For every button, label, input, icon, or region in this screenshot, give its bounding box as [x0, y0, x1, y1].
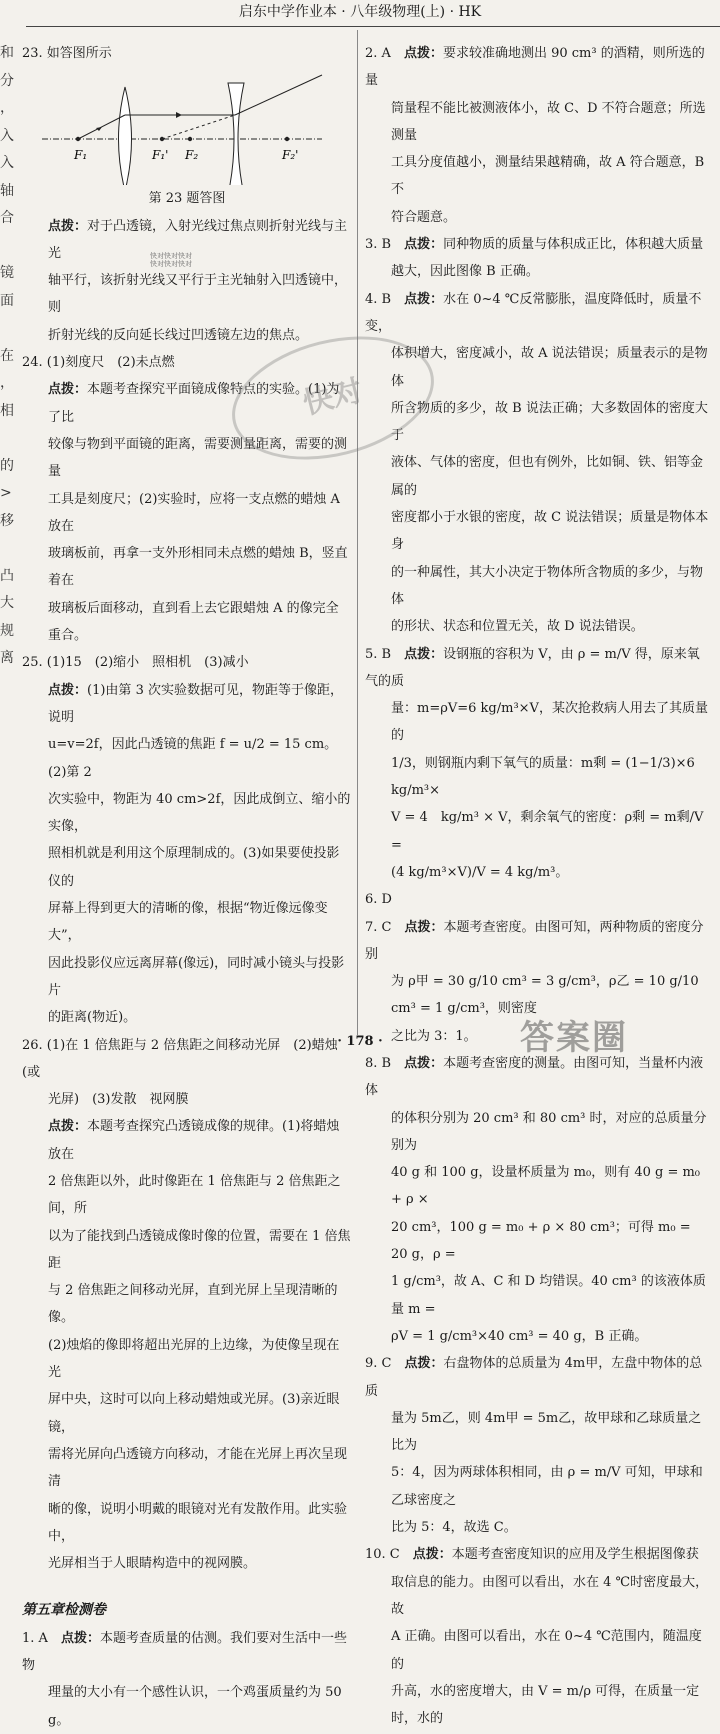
text-line: 重合。 [48, 628, 88, 644]
text-line: 理量的大小有一个感性认识，一个鸡蛋质量约为 50 g。 [48, 1685, 342, 1728]
text-line: 25. (1)15 (2)缩小 照相机 (3)减小 [22, 655, 249, 671]
hint-text: 本题考查密度知识的应用及学生根据图像获 [451, 1547, 699, 1563]
margin-fragment: 入 [0, 155, 14, 171]
text-line: 光屏) (3)发散 视网膜 [48, 1092, 189, 1108]
hint-text: 右盘物体的总质量为 4m甲，左盘中物体的总质 [365, 1356, 703, 1399]
answer-text: 5. B [365, 646, 405, 662]
hint-text: 水在 0~4 ℃反常膨胀，温度降低时，质量不变， [365, 291, 702, 334]
margin-fragment: 相 [0, 402, 14, 419]
small-watermark-text: 快对快对快对 快对快对快对 [150, 252, 192, 268]
text-line: 筒量程不能比被测液体小，故 C、D 不符合题意；所选测量 [391, 100, 706, 143]
answer-text: 2. A [365, 46, 404, 61]
hint-keyword: 点拨： [48, 682, 88, 698]
text-line [365, 1050, 710, 1105]
margin-fragment [0, 315, 18, 343]
margin-fragment: 离 [0, 650, 14, 666]
text-line: 1/3，则钢瓶内剩下氧气的质量：m剩 = (1−1/3)×6 kg/m³× [391, 755, 695, 799]
hint-keyword: 点拨： [404, 919, 444, 935]
hint-text: 本题考查探究平面镜成像特点的实验。(1)为了比 [48, 382, 340, 425]
right-column [365, 40, 710, 1732]
margin-fragment: 合 [0, 210, 14, 226]
margin-fragment [0, 233, 18, 261]
margin-fragment: 的 [0, 457, 14, 474]
section-gap [22, 1577, 352, 1591]
left-margin-fragments [0, 40, 18, 673]
header-title: 启东中学作业本 · 八年级物理(上) · HK [238, 4, 482, 20]
hint-keyword: 点拨： [404, 291, 444, 307]
hint-keyword: 点拨： [404, 646, 444, 662]
text-line [22, 1113, 352, 1168]
text-line: 的形状、状态和位置无关，故 D 说法错误。 [391, 619, 644, 635]
margin-fragment: 镜 [0, 265, 14, 281]
text-line: 符合题意。 [391, 209, 457, 225]
margin-fragment: > [0, 485, 12, 501]
answer-text: 9. C [365, 1356, 405, 1372]
text-line: 1 g/cm³，故 A、C 和 D 均错误。40 cm³ 的该液体质量 m = [391, 1274, 706, 1317]
text-line: V = 4 kg/m³ × V，剩余氧气的密度：ρ剩 = m剩/V = [391, 810, 704, 853]
hint-keyword: 点拨： [403, 46, 443, 61]
hint-text: 本题考查质量的估测。我们要对生活中一些物 [22, 1630, 347, 1674]
column-divider [357, 30, 358, 1035]
text-line: 玻璃板后面移动，直到看上去它跟蜡烛 A 的像完全 [48, 600, 339, 616]
text-line: u=v=2f，因此凸透镜的焦距 f = u/2 = 15 cm。(2)第 2 [48, 737, 338, 780]
focus-label-f2: F₂ [185, 148, 199, 163]
text-line: 屏中央，这时可以向上移动蜡烛或光屏。(3)亲近眼镜， [48, 1392, 340, 1435]
corner-watermark: 答案圈 [520, 1018, 628, 1058]
figure-caption: 第 23 题答图 [148, 191, 226, 207]
text-line: ρV = 1 g/cm³×40 cm³ = 40 g，B 正确。 [391, 1328, 648, 1344]
text-line: 次实验中，物距为 40 cm>2f，因此成倒立、缩小的实像， [48, 791, 351, 835]
margin-fragment: 移 [0, 512, 14, 529]
text-line: 取信息的能力。由图可以看出，水在 4 ℃时密度最大，故 [391, 1574, 709, 1617]
margin-fragment: 凸 [0, 567, 14, 584]
text-line [22, 677, 352, 732]
text-line: 量为 5m乙，则 4m甲 = 5m乙，故甲球和乙球质量之比为 [391, 1410, 702, 1454]
text-line: 需将光屏向凸透镜方向移动，才能在光屏上再次呈现清 [48, 1446, 348, 1490]
text-line [365, 641, 710, 696]
text-line: 屏幕上得到更大的清晰的像，根据“物近像远像变大”， [48, 901, 328, 944]
text-line: 液体、气体的密度，但也有例外，比如铜、铁、铝等金属的 [391, 455, 704, 498]
text-line: 以为了能找到凸透镜成像时像的位置，需要在 1 倍焦距 [48, 1228, 351, 1271]
text-line: 体积增大，密度减小，故 A 说法错误；质量表示的是物体 [391, 346, 708, 389]
header-rule [26, 26, 720, 27]
text-line: 较像与物到平面镜的距离，需要测量距离，需要的测量 [48, 436, 348, 480]
answer-text: 7. C [365, 919, 405, 935]
left-column [22, 40, 352, 1734]
hint-keyword: 点拨： [48, 382, 88, 398]
text-line: 轴平行，该折射光线又平行于主光轴射入凹透镜中，则 [48, 273, 348, 316]
margin-fragment: 规 [0, 622, 14, 639]
text-line: 2 倍焦距以外，此时像距在 1 倍焦距与 2 倍焦距之间，所 [48, 1173, 341, 1217]
text-line: 折射光线的反向延长线过凹透镜左边的焦点。 [48, 327, 309, 343]
text-line: 为 ρ甲 = 30 g/10 cm³ = 3 g/cm³，ρ乙 = 10 g/10 cm³ = 1 g/cm³，则密度 [391, 974, 699, 1017]
hint-keyword: 点拨： [48, 218, 88, 234]
text-line: 越大，因此图像 B 正确。 [391, 264, 539, 280]
margin-fragment: 轴 [0, 182, 14, 199]
text-line: 23. 如答图所示 [22, 46, 112, 61]
lens-ray-diagram [22, 67, 352, 185]
hint-keyword: 点拨： [404, 1055, 444, 1071]
text-line: 晰的像，说明小明戴的眼镜对光有发散作用。此实验中， [48, 1501, 348, 1544]
text-line: 26. (1)在 1 倍焦距与 2 倍焦距之间移动光屏 (2)蜡烛(或 [22, 1037, 338, 1080]
text-line: 比为 5：4，故选 C。 [391, 1520, 517, 1536]
margin-fragment: 和 [0, 45, 14, 61]
answer-text: 1. A [22, 1630, 61, 1646]
text-line [22, 1625, 352, 1680]
margin-fragment: 大 [0, 595, 14, 611]
answer-text: 10. C [365, 1547, 413, 1563]
text-line: 40 g 和 100 g，设量杯质量为 m₀，则有 40 g = m₀ + ρ × [391, 1165, 701, 1208]
stamp-watermark: 快对 [219, 317, 447, 479]
text-line: 24. (1)刻度尺 (2)未点燃 [22, 355, 175, 371]
text-line [365, 914, 710, 969]
answer-text: 8. B [365, 1055, 405, 1071]
text-line: 因此投影仪应远离屏幕(像远)，同时减小镜头与投影片 [48, 955, 345, 998]
section-title: 第五章检测卷 [22, 1602, 106, 1619]
text-line: 升高，水的密度增大，由 V = m/ρ 可得，在质量一定时，水的 [391, 1683, 700, 1727]
text-line: 5：4，因为两球体积相同，由 ρ = m/V 可知，甲球和乙球密度之 [391, 1465, 703, 1508]
text-line: 工具分度值越小，测量结果越精确，故 A 符合题意，B 不 [391, 155, 705, 198]
text-line: (4 kg/m³×V)/V = 4 kg/m³。 [391, 864, 569, 880]
hint-text: 要求较准确地测出 90 cm³ 的酒精，则所选的量 [365, 46, 705, 89]
margin-fragment: ， [0, 375, 14, 391]
hint-keyword: 点拨： [404, 1356, 444, 1372]
text-line [365, 40, 710, 95]
hint-text: 设钢瓶的容积为 V，由 ρ = m/V 得，原来氧气的质 [365, 646, 700, 689]
text-line: 光屏相当于人眼睛构造中的视网膜。 [48, 1556, 257, 1572]
text-line: 之比为 3：1。 [391, 1028, 477, 1044]
text-line: 与 2 倍焦距之间移动光屏，直到光屏上呈现清晰的像。 [48, 1283, 338, 1326]
hint-text: 同种物质的质量与体积成正比，体积越大质量 [443, 237, 704, 253]
text-line: 工具是刻度尺；(2)实验时，应将一支点燃的蜡烛 A 放在 [48, 491, 340, 534]
hint-keyword: 点拨： [48, 1119, 88, 1135]
text-line [365, 1350, 710, 1405]
text-line: A 正确。由图可以看出，水在 0~4 ℃范围内，随温度的 [391, 1629, 702, 1672]
margin-fragment: 入 [0, 127, 14, 144]
hint-text: 本题考查密度。由图可知，两种物质的密度分别 [365, 919, 704, 962]
text-line: 20 cm³，100 g = m₀ + ρ × 80 cm³；可得 m₀ = 20 g，ρ = [391, 1219, 691, 1263]
text-line: 6. D [365, 892, 392, 908]
hint-keyword: 点拨： [404, 237, 444, 253]
answer-text: 3. B [365, 237, 405, 253]
margin-fragment: 分 [0, 72, 14, 89]
hint-keyword: 点拨： [60, 1630, 100, 1646]
text-line: 所含物质的多少，故 B 说法正确；大多数固体的密度大于 [391, 400, 708, 444]
text-line [365, 231, 710, 258]
text-line: 量：m=ρV=6 kg/m³×V，某次抢救病人用去了其质量的 [391, 701, 708, 744]
page-number: · 178 · [337, 1034, 383, 1049]
answer-text: 4. B [365, 291, 405, 307]
text-line: 照相机就是利用这个原理制成的。(3)如果要使投影仪的 [48, 846, 340, 889]
text-line: (2)烛焰的像即将超出光屏的上边缘，为使像呈现在光 [48, 1337, 340, 1381]
hint-text: 对于凸透镜，入射光线过焦点则折射光线与主光 [48, 218, 348, 261]
focus-label-f2-prime: F₂' [282, 148, 299, 163]
margin-fragment: 面 [0, 292, 14, 309]
focus-label-f1-prime: F₁' [152, 148, 169, 163]
text-line: 密度都小于水银的密度，故 C 说法错误；质量是物体本身 [391, 510, 709, 553]
margin-fragment [0, 535, 18, 563]
hint-keyword: 点拨： [412, 1547, 452, 1563]
margin-fragment: 在 [0, 347, 14, 364]
text-line: 玻璃板前，再拿一支外形相同未点燃的蜡烛 B，竖直着在 [48, 546, 348, 589]
hint-text: 本题考查探究凸透镜成像的规律。(1)将蜡烛放在 [48, 1119, 340, 1162]
margin-fragment: ， [0, 100, 14, 116]
text-line [365, 1541, 710, 1568]
focus-label-f1: F₁ [74, 148, 88, 163]
hint-text: (1)由第 3 次实验数据可见，物距等于像距，说明 [48, 682, 343, 725]
text-line [365, 286, 710, 341]
hint-text: 本题考查密度的测量。由图可知，当量杯内液体 [365, 1055, 704, 1099]
margin-fragment [0, 425, 18, 453]
text-line: 的一种属性，其大小决定于物体所含物质的多少，与物体 [391, 564, 704, 607]
text-line: 的距离(物近)。 [48, 1010, 137, 1026]
text-line: 的体积分别为 20 cm³ 和 80 cm³ 时，对应的总质量分别为 [391, 1110, 707, 1153]
